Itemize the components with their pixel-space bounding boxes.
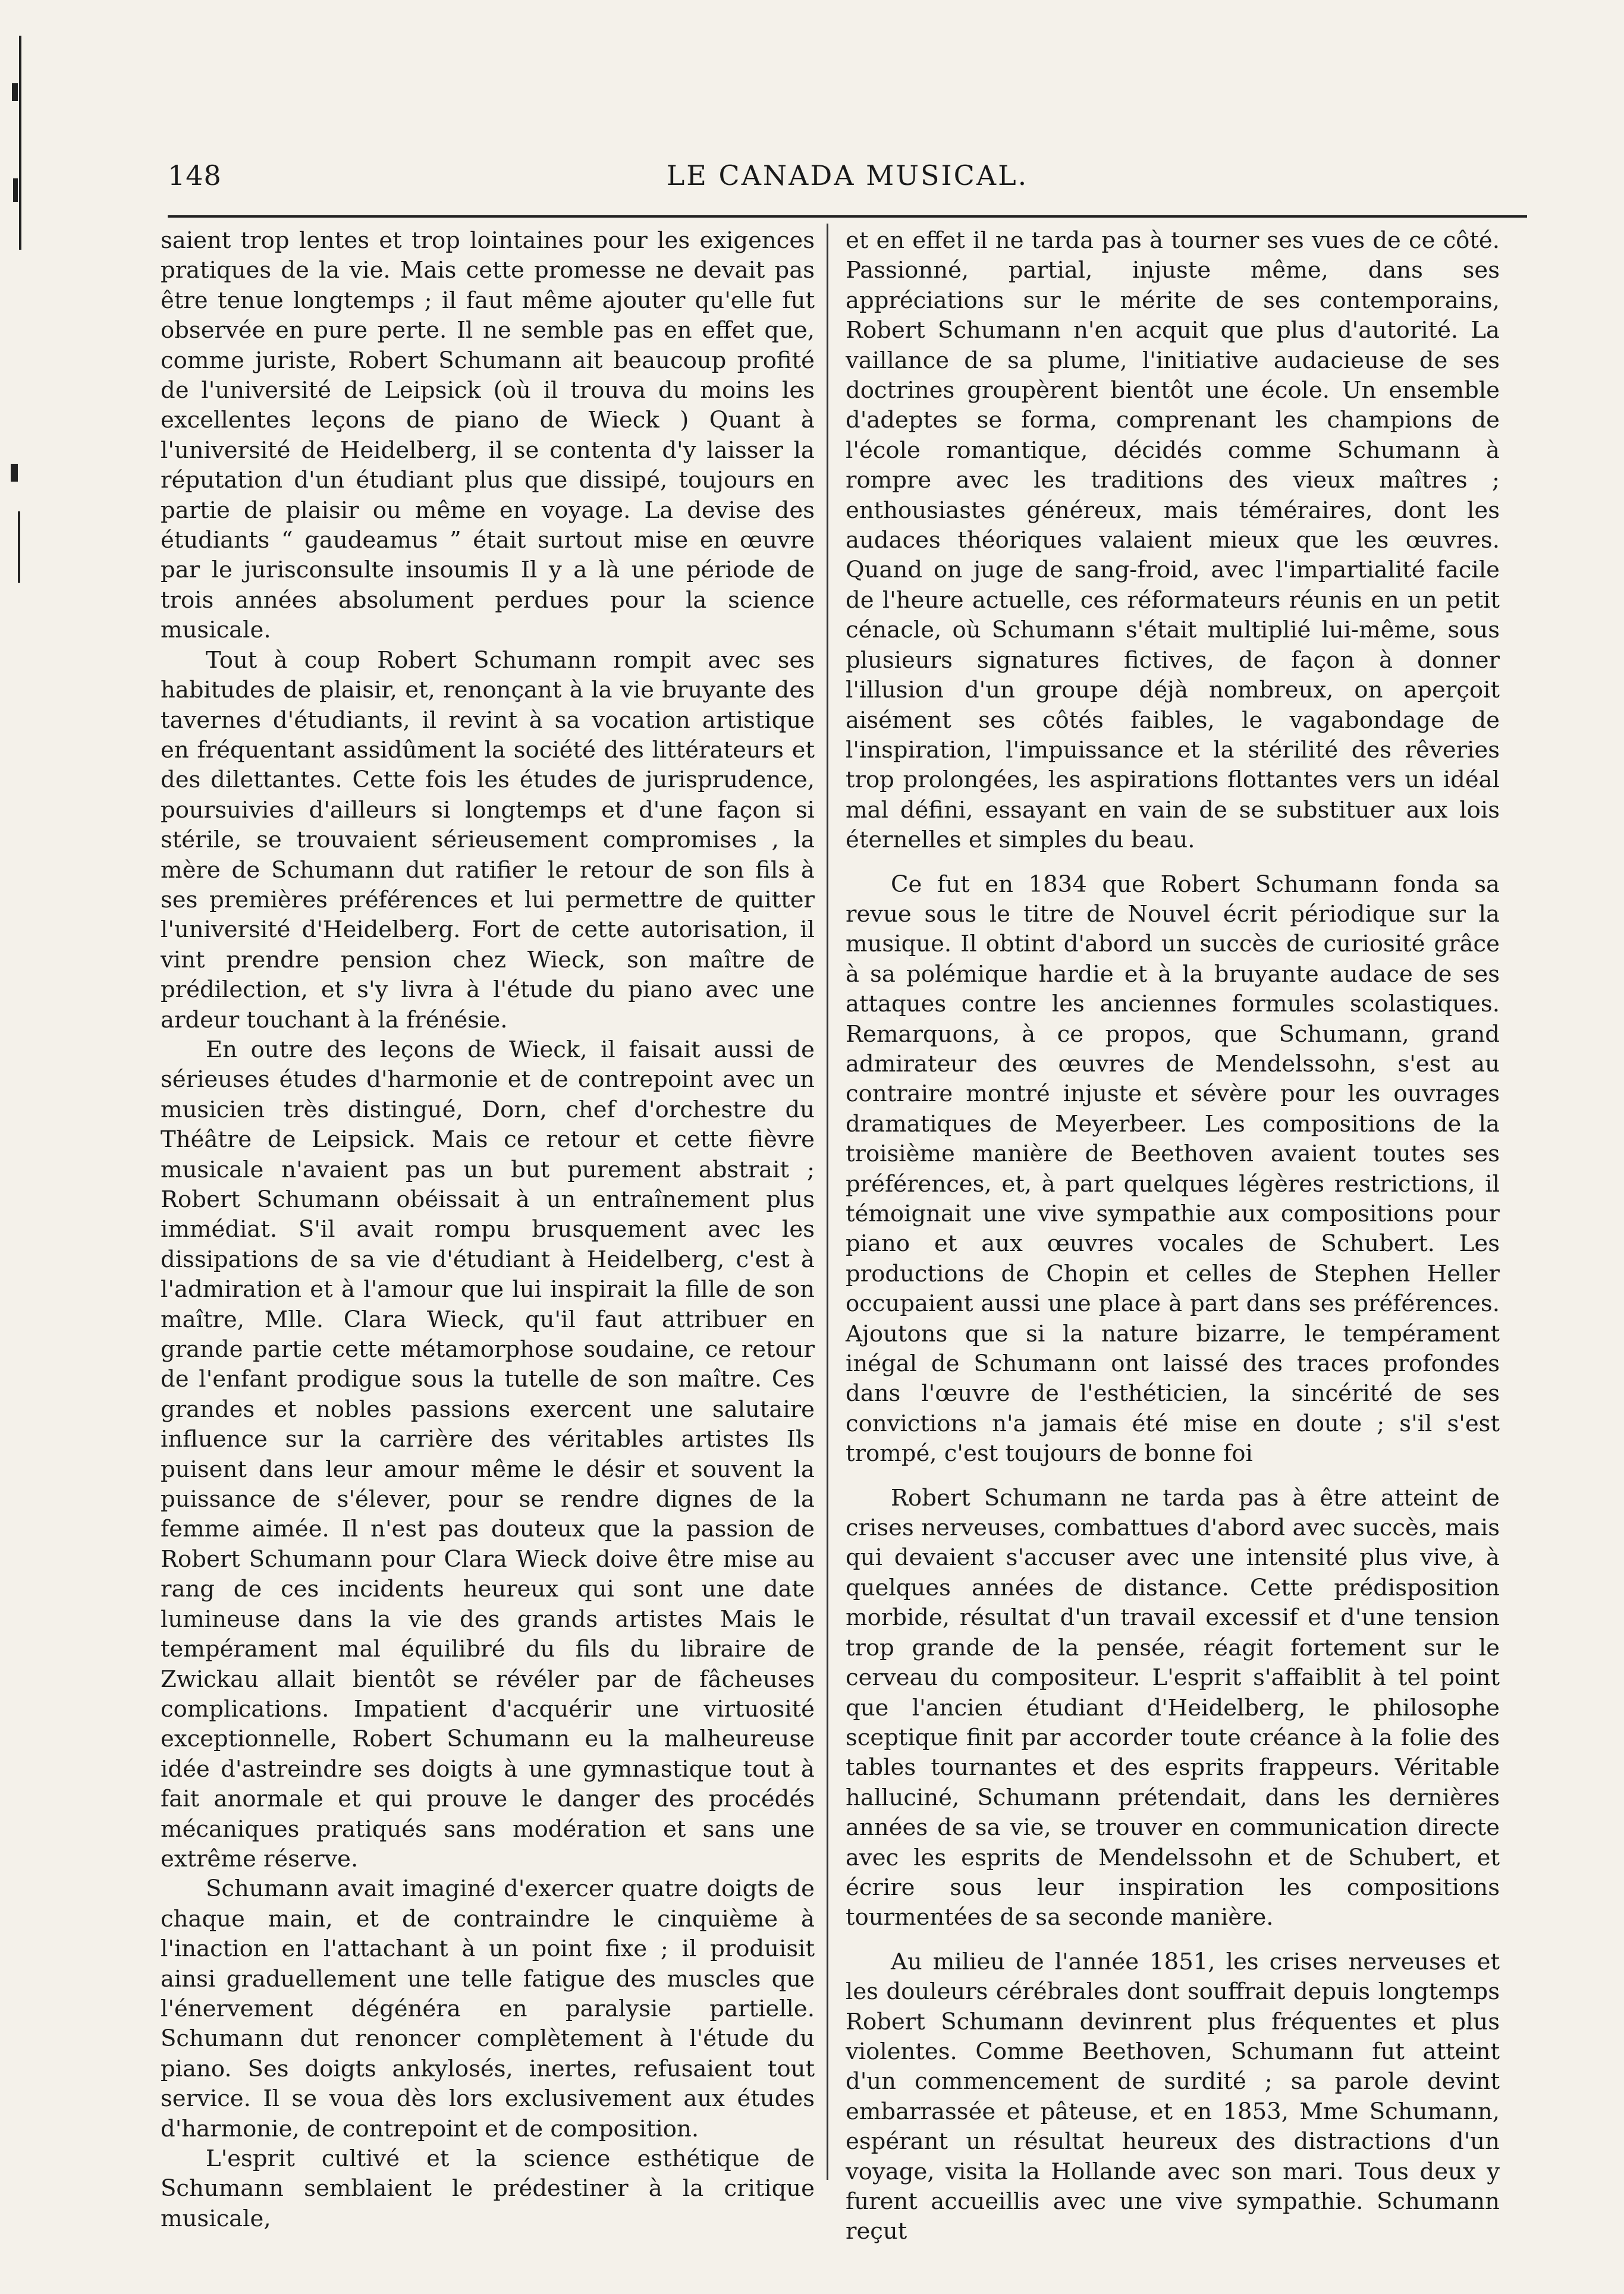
left-column: [161, 226, 815, 2234]
right-paragraph-3: Robert Schumann ne tarda pas à être atteint de crises nerveuses, combattues d'abord avec succès, mais qui devaient s'accuser avec une intensité plus vive, à quelques années de distance. Cette prédisposition morbide, résultat d'un travail excessif et d'une tension trop grande de la pensée, réagit fortement sur le cerveau du compositeur. L'esprit s'affaiblit à tel point que l'ancien étudiant d'Heidelberg, le philosophe sceptique finit par accorder toute créance à la folie des tables tournantes et des esprits frappeurs. Véritable halluciné, Schumann prétendait, dans les dernières années de sa vie, se trouver en communication directe avec les esprits de Mendelssohn et de Schubert, et écrire sous leur inspiration les compositions tourmentées de sa seconde manière.: [846, 1484, 1500, 1931]
left-paragraph-5: L'esprit cultivé et la science esthétique de Schumann semblaient le prédestiner à la critique musicale,: [161, 2145, 815, 2232]
scan-margin-artifacts: [0, 0, 71, 595]
right-paragraph-4: Au milieu de l'année 1851, les crises nerveuses et les douleurs cérébrales dont souffrait depuis longtemps Robert Schumann devinrent plus fréquentes et plus violentes. Comme Beethoven, Schumann fut atteint d'un commencement de surdité ; sa parole devint embarrassée et pâteuse, et en 1853, Mme Schumann, espérant un résultat heureux des distractions d'un voyage, visita la Hollande avec son mari. Tous deux y furent accueillis avec une vive sympathie. Schumann reçut: [846, 1948, 1500, 2245]
right-paragraph-1: et en effet il ne tarda pas à tourner ses vues de ce côté. Passionné, partial, injuste même, dans ses appréciations sur le mérite de ses contemporains, Robert Schumann n'en acquit que plus d'autorité. La vaillance de sa plume, l'initiative audacieuse de ses doctrines groupèrent bientôt une école. Un ensemble d'adeptes se forma, comprenant les champions de l'école romantique, décidés comme Schumann à rompre avec les traditions des vieux maîtres ; enthousiastes généreux, mais téméraires, dont les audaces théoriques valaient mieux que les œuvres. Quand on juge de sang-froid, avec l'impartialité facile de l'heure actuelle, ces réformateurs réunis en un petit cénacle, où Schumann s'était multiplié lui-même, sous plusieurs signatures fictives, de façon à donner l'illusion d'un groupe déjà nombreux, on aperçoit aisément ses côtés faibles, le vagabondage de l'inspiration, l'impuissance et la stérilité des rêveries trop prolongées, les aspirations flottantes vers un idéal mal défini, essayant en vain de se substituer aux lois éternelles et simples du beau.: [846, 227, 1500, 854]
right-column: [846, 226, 1500, 2247]
left-paragraph-2: Tout à coup Robert Schumann rompit avec ses habitudes de plaisir, et, renonçant à la vie bruyante des tavernes d'étudiants, il revint à sa vocation artistique en fréquentant assidûment la société des littérateurs et des dilettantes. Cette fois les études de jurisprudence, poursuivies d'ailleurs si longtemps et d'une façon si stérile, se trouvaient sérieusement compromises , la mère de Schumann dut ratifier le retour de son fils à ses premières préférences et lui permettre de quitter l'université d'Heidelberg. Fort de cette autorisation, il vint prendre pension chez Wieck, son maître de prédilection, et s'y livra à l'étude du piano avec une ardeur touchant à la frénésie.: [161, 646, 815, 1033]
journal-title: LE CANADA MUSICAL.: [666, 159, 1029, 191]
page-header: [168, 159, 1527, 195]
right-paragraph-2: Ce fut en 1834 que Robert Schumann fonda sa revue sous le titre de Nouvel écrit périodique sur la musique. Il obtint d'abord un succès de curiosité grâce à sa polémique hardie et à la bruyante audace de ses attaques contre les anciennes formules scolastiques. Remarquons, à ce propos, que Schumann, grand admirateur des œuvres de Mendelssohn, s'est au contraire montré injuste et sévère pour les ouvrages dramatiques de Meyerbeer. Les compositions de la troisième manière de Beethoven avaient toutes ses préférences, et, à part quelques légères restrictions, il témoignait une vive sympathie aux compositions pour piano et aux œuvres vocales de Schubert. Les productions de Chopin et celles de Stephen Heller occupaient aussi une place à part dans ses préférences. Ajoutons que si la nature bizarre, le tempérament inégal de Schumann ont laissé des traces profondes dans l'œuvre de l'esthéticien, la sincérité de ses convictions n'a jamais été mise en doute ; s'il s'est trompé, c'est toujours de bonne foi: [846, 871, 1500, 1467]
left-paragraph-4: Schumann avait imaginé d'exercer quatre doigts de chaque main, et de contraindre le cinquième à l'inaction en l'attachant à un point fixe ; il produisit ainsi graduellement une telle fatigue des muscles que l'énervement dégénéra en paralysie partielle. Schumann dut renoncer complètement à l'étude du piano. Ses doigts ankylosés, inertes, refusaient tout service. Il se voua dès lors exclusivement aux études d'harmonie, de contrepoint et de composition.: [161, 1875, 815, 2142]
page-number: 148: [168, 159, 222, 191]
left-paragraph-3: En outre des leçons de Wieck, il faisait aussi de sérieuses études d'harmonie et de contrepoint avec un musicien très distingué, Dorn, chef d'orchestre du Théâtre de Leipsick. Mais ce retour et cette fièvre musicale n'avaient pas un but purement abstrait ; Robert Schumann obéissait à un entraînement plus immédiat. S'il avait rompu brusquement avec les dissipations de sa vie d'étudiant à Heidelberg, c'est à l'admiration et à l'amour que lui inspirait la fille de son maître, Mlle. Clara Wieck, qu'il faut attribuer en grande partie cette métamorphose soudaine, ce retour de l'enfant prodigue sous la tutelle de son maître. Ces grandes et nobles passions exercent une salutaire influence sur la carrière des véritables artistes Ils puisent dans leur amour même le désir et souvent la puissance de s'élever, pour se rendre dignes de la femme aimée. Il n'est pas douteux que la passion de Robert Schumann pour Clara Wieck doive être mise au rang de ces incidents heureux qui sont une date lumineuse dans la vie des grands artistes Mais le tempérament mal équilibré du fils du libraire de Zwickau allait bientôt se révéler par de fâcheuses complications. Impatient d'acquérir une virtuosité exceptionnelle, Robert Schumann eu la malheureuse idée d'astreindre ses doigts à une gymnastique tout à fait anormale et qui prouve le danger des procédés mécaniques pratiqués sans modération et sans une extrême réserve.: [161, 1036, 815, 1872]
left-paragraph-1: saient trop lentes et trop lointaines pour les exigences pratiques de la vie. Mais cette promesse ne devait pas être tenue longtemps ; il faut même ajouter qu'elle fut observée en pure perte. Il ne semble pas en effet que, comme juriste, Robert Schumann ait beaucoup profité de l'université de Leipsick (où il trouva du moins les excellentes leçons de piano de Wieck ) Quant à l'université de Heidelberg, il se contenta d'y laisser la réputation d'un étudiant plus que dissipé, toujours en partie de plaisir ou même en voyage. La devise des étudiants “ gaudeamus ” était surtout mise en œuvre par le jurisconsulte insoumis Il y a là une période de trois années absolument perdues pour la science musicale.: [161, 227, 815, 644]
column-divider: [827, 224, 828, 2180]
header-rule: [168, 215, 1527, 218]
